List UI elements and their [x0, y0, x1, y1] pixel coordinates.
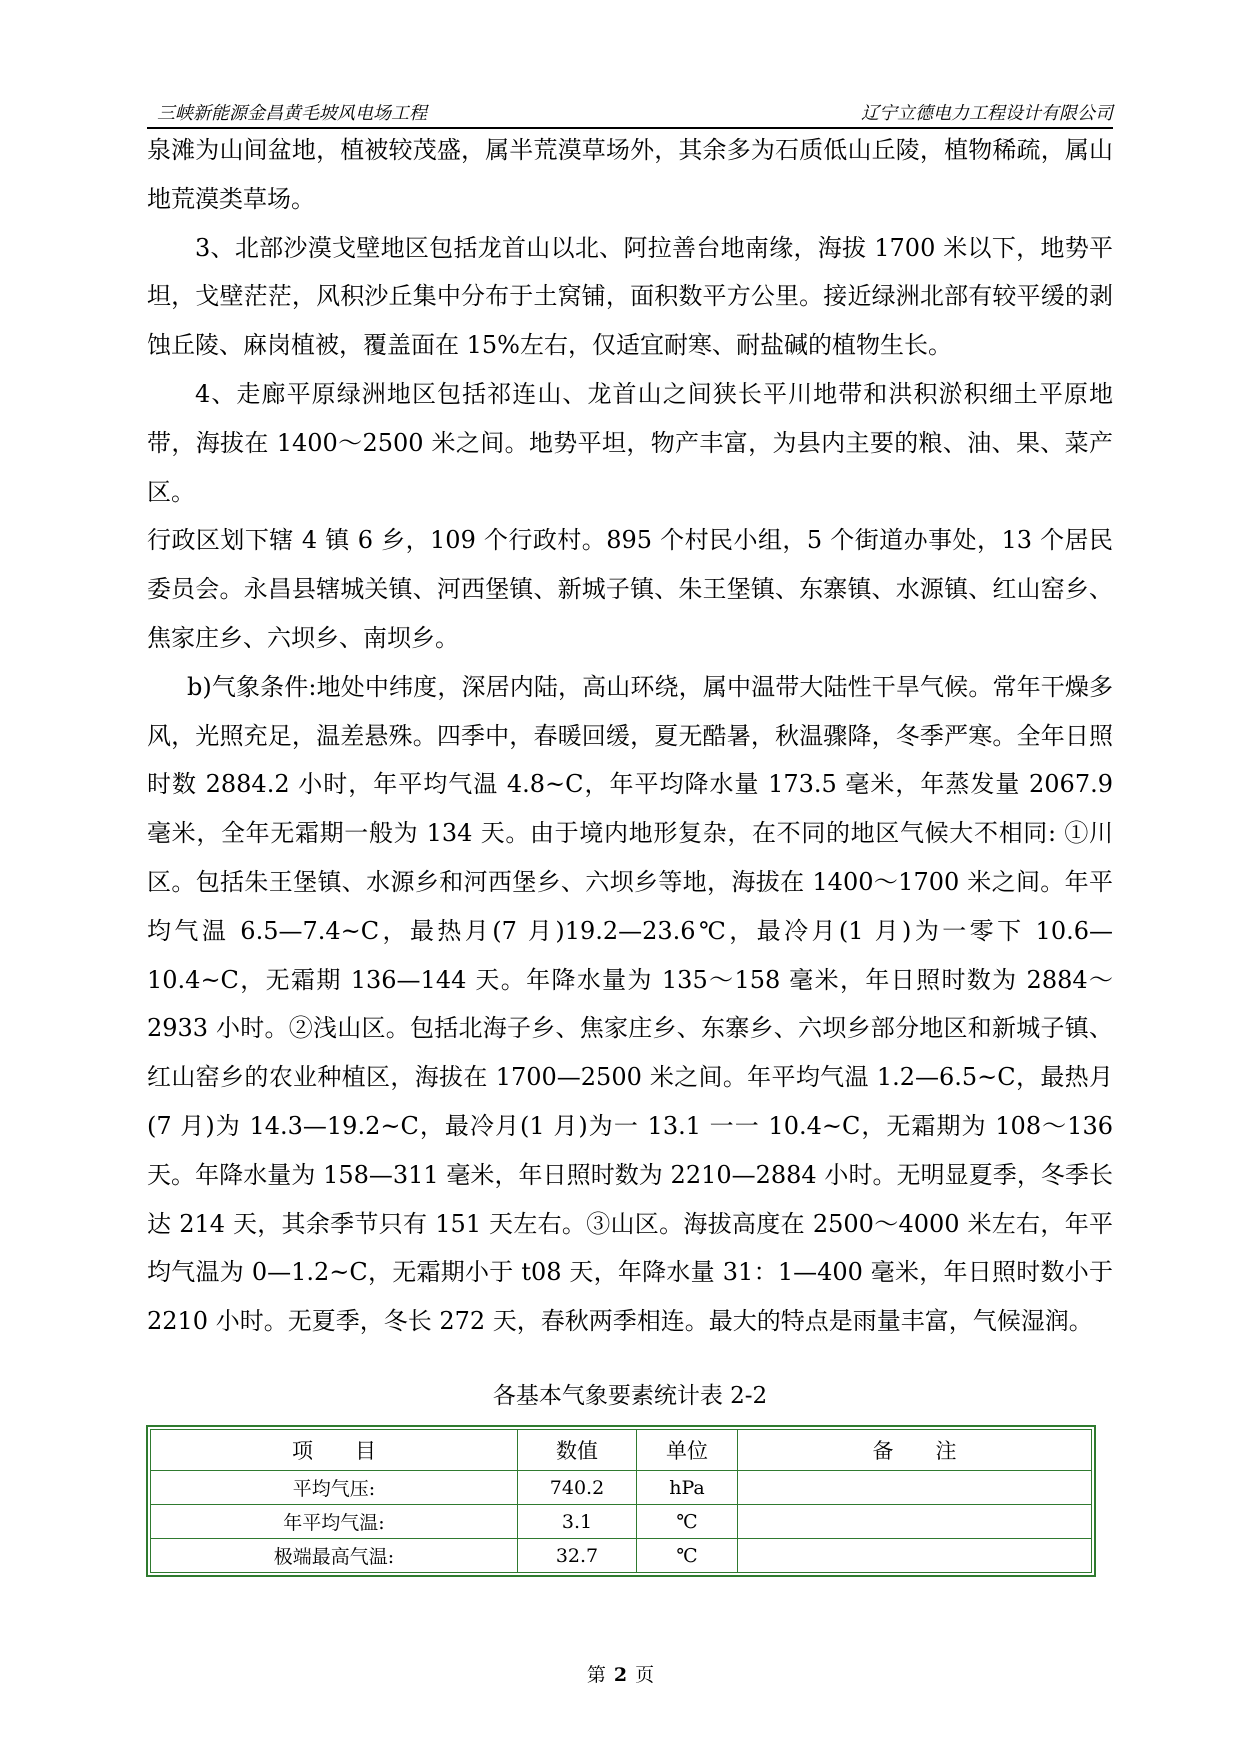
cell-value: 32.7 — [518, 1539, 637, 1573]
cell-remarks — [738, 1539, 1092, 1573]
cell-remarks — [738, 1471, 1092, 1505]
meteorological-table — [146, 1425, 1096, 1577]
header-item: 项 目 — [151, 1430, 518, 1471]
footer-suffix: 页 — [635, 1664, 655, 1686]
table-row — [151, 1539, 1092, 1573]
cell-unit: ℃ — [637, 1539, 738, 1573]
paragraph-climate-conditions: b)气象条件:地处中纬度，深居内陆，高山环绕，属中温带大陆性干旱气候。常年干燥多风，光照充足，温差悬殊。四季中，春暖回缓，夏无酷暑，秋温骤降，冬季严寒。全年日照时数 2884.2 小时，年平均气温 4.8~C，年平均降水量 173.5 毫米，年蒸发量 2067.9 毫米，全年无霜期一般为 134 天。由于境内地形复杂，在不同的地区气候大不相同: ①川区。包括朱王堡镇、水源乡和河西堡乡、六坝乡等地，海拔在 1400～1700 米之间。年平均气温 6.5—7.4~C，最热月(7 月)19.2—23.6℃，最冷月(1 月)为一零下 10.6—10.4~C，无霜期 136—144 天。年降水量为 135～158 毫米，年日照时数为 2884～2933 小时。②浅山区。包括北海子乡、焦家庄乡、东寨乡、六坝乡部分地区和新城子镇、红山窑乡的农业种植区，海拔在 1700—2500 米之间。年平均气温 1.2—6.5~C，最热月(7 月)为 14.3—19.2~C，最冷月(1 月)为一 13.1 一一 10.4~C，无霜期为 108～136 天。年降水量为 158—311 毫米，年日照时数为 2210—2884 小时。无明显夏季，冬季长达 214 天，其余季节只有 151 天左右。③山区。海拔高度在 2500～4000 米左右，年平均气温为 0—1.2~C，无霜期小于 t08 天，年降水量 31：1—400 毫米，年日照时数小于 2210 小时。无夏季，冬长 272 天，春秋两季相连。最大的特点是雨量丰富，气候湿润。 — [147, 672, 1113, 1336]
footer-prefix: 第 — [586, 1664, 606, 1686]
table-row — [151, 1505, 1092, 1539]
table-header-row — [151, 1430, 1092, 1471]
table-row — [151, 1471, 1092, 1505]
document-body — [147, 126, 1113, 1346]
header-value: 数值 — [518, 1430, 637, 1471]
page-number: 2 — [613, 1664, 628, 1686]
header-remarks: 备 注 — [738, 1430, 1092, 1471]
cell-unit: ℃ — [637, 1505, 738, 1539]
cell-value: 3.1 — [518, 1505, 637, 1539]
header-company-name: 辽宁立德电力工程设计有限公司 — [861, 103, 1113, 124]
header-unit: 单位 — [637, 1430, 738, 1471]
cell-unit: hPa — [637, 1471, 738, 1505]
table-caption: 各基本气象要素统计表 2-2 — [492, 1383, 768, 1409]
cell-item: 平均气压: — [151, 1471, 518, 1505]
page-footer — [0, 1660, 1241, 1687]
paragraph-administrative-division: 行政区划下辖 4 镇 6 乡，109 个行政村。895 个村民小组，5 个街道办事处，13 个居民委员会。永昌县辖城关镇、河西堡镇、新城子镇、朱王堡镇、东寨镇、水源镇、红山窑乡、焦家庄乡、六坝乡、南坝乡。 — [147, 526, 1113, 652]
paragraph-terrain-continued: 泉滩为山间盆地，植被较茂盛，属半荒漠草场外，其余多为石质低山丘陵，植物稀疏，属山地荒漠类草场。 — [147, 136, 1113, 213]
cell-remarks — [738, 1505, 1092, 1539]
cell-value: 740.2 — [518, 1471, 637, 1505]
page-header — [147, 101, 1113, 129]
cell-item: 年平均气温: — [151, 1505, 518, 1539]
paragraph-north-desert: 3、北部沙漠戈壁地区包括龙首山以北、阿拉善台地南缘，海拔 1700 米以下，地势平坦，戈壁茫茫，风积沙丘集中分布于土窝铺，面积数平方公里。接近绿洲北部有较平缓的剥蚀丘陵、麻岗植被，覆盖面在 15%左右，仅适宜耐寒、耐盐碱的植物生长。 — [147, 233, 1113, 360]
header-project-title: 三峡新能源金昌黄毛坡风电场工程 — [157, 103, 427, 124]
paragraph-corridor-oasis: 4、走廊平原绿洲地区包括祁连山、龙首山之间狭长平川地带和洪积淤积细土平原地带，海拔在 1400～2500 米之间。地势平坦，物产丰富，为县内主要的粮、油、果、菜产区。 — [147, 379, 1113, 506]
cell-item: 极端最高气温: — [151, 1539, 518, 1573]
